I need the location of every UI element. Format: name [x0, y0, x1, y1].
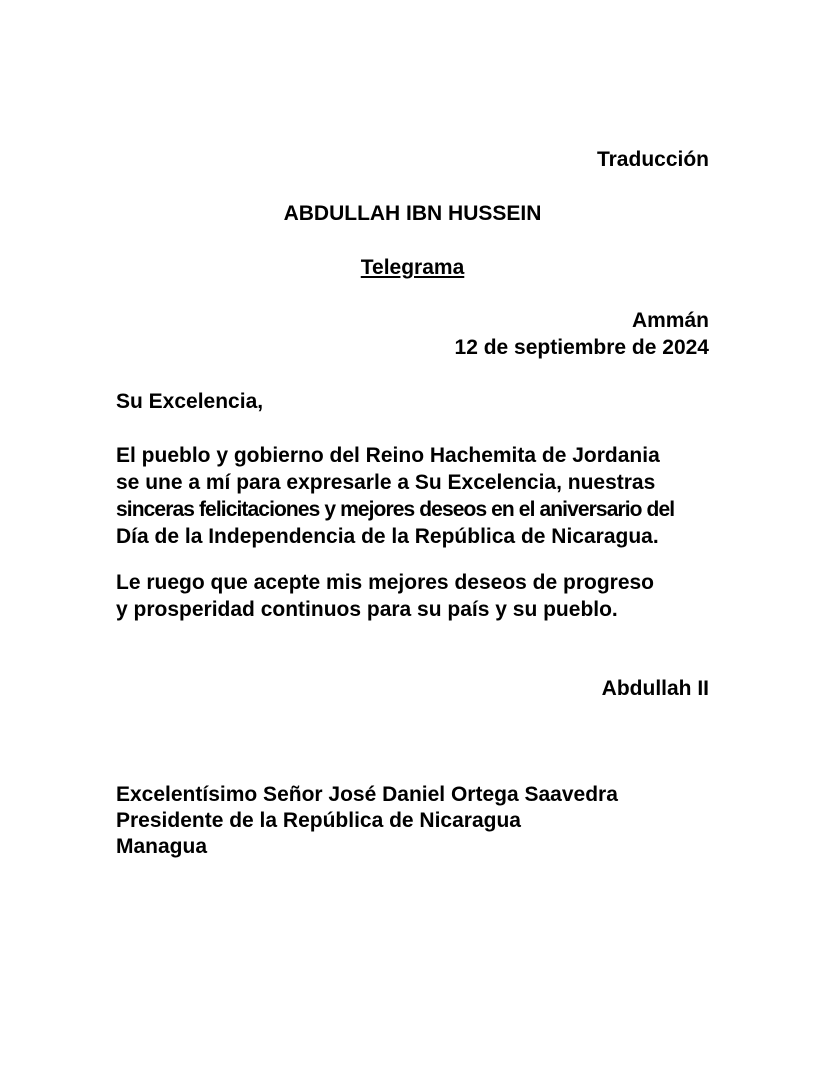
salutation: Su Excelencia, — [116, 390, 264, 413]
doc-type-wrapper — [0, 254, 825, 281]
body-line: Le ruego que acepte mis mejores deseos de progreso — [116, 571, 655, 594]
place: Ammán — [631, 309, 709, 332]
signature: Abdullah II — [601, 677, 709, 700]
body-line: El pueblo y gobierno del Reino Hachemita de Jordania — [116, 444, 660, 467]
body-line: sinceras felicitaciones y mejores deseos en el aniversario del — [116, 498, 675, 521]
translation-label: Traducción — [596, 148, 709, 171]
recipient-line: Managua — [116, 835, 208, 858]
body-line: y prosperidad continuos para su país y su pueblo. — [116, 598, 618, 621]
date: 12 de septiembre de 2024 — [454, 336, 709, 359]
recipient-line: Excelentísimo Señor José Daniel Ortega Saavedra — [116, 783, 618, 806]
body-line: se une a mí para expresarle a Su Excelencia, nuestras — [116, 471, 656, 494]
document-type-title: Telegrama — [360, 256, 465, 279]
recipient-line: Presidente de la República de Nicaragua — [116, 809, 521, 832]
sender-name: ABDULLAH IBN HUSSEIN — [283, 202, 542, 225]
body-line: Día de la Independencia de la República de Nicaragua. — [116, 525, 659, 548]
